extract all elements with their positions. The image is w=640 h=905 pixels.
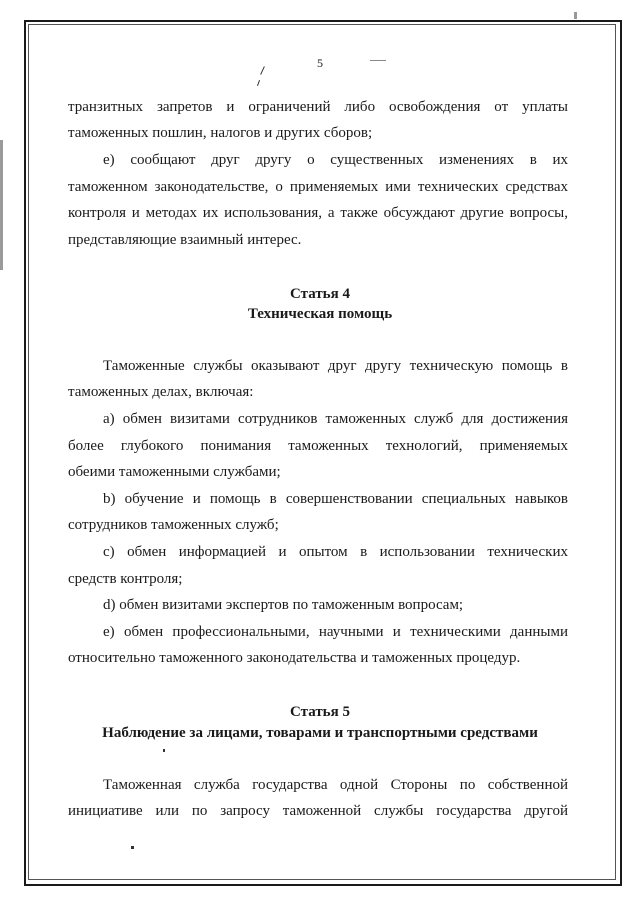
paragraph-line: транзитных запретов и ограничений либо освобождения от уплаты	[68, 99, 568, 115]
list-item-e-line: таможенном законодательстве, о применяемых ими технических средствах	[68, 179, 568, 195]
article-4-item-a-line: а) обмен визитами сотрудников таможенных служб для достижения	[103, 411, 568, 427]
article-4-item-c-line: средств контроля;	[68, 571, 183, 587]
article-4-item-a-line: обеими таможенными службами;	[68, 464, 281, 480]
scan-speck	[163, 749, 165, 752]
list-item-e-line: контроля и методах их использования, а также обсуждают другие вопросы,	[68, 205, 568, 221]
article-4-item-c-line: с) обмен информацией и опытом в использовании технических	[103, 544, 568, 560]
list-item-e-line: представляющие взаимный интерес.	[68, 232, 302, 248]
article-5-number: Статья 5	[290, 704, 350, 720]
article-4-title: Техническая помощь	[247, 306, 393, 322]
article-4-intro-line: таможенных делах, включая:	[68, 384, 254, 400]
scan-edge-mark	[0, 140, 3, 270]
list-item-e-line: е) сообщают друг другу о существенных изменениях в их	[103, 152, 568, 168]
article-4-item-b-line: b) обучение и помощь в совершенствовании специальных навыков	[103, 491, 568, 507]
page-number: 5	[317, 56, 323, 70]
article-4-item-e-line: е) обмен профессиональными, научными и техническими данными	[103, 624, 568, 640]
article-5-paragraph-line: инициативе или по запросу таможенной службы государства другой	[68, 803, 568, 819]
article-4-item-b-line: сотрудников таможенных служб;	[68, 517, 279, 533]
scan-speck	[131, 846, 134, 849]
article-4-item-d-line: d) обмен визитами экспертов по таможенным вопросам;	[103, 597, 464, 613]
article-4-number: Статья 4	[290, 286, 350, 302]
article-5-paragraph-line: Таможенная служба государства одной Стороны по собственной	[103, 777, 568, 793]
paragraph-line: таможенных пошлин, налогов и других сборов;	[68, 125, 373, 141]
article-4-item-e-line: относительно таможенного законодательства и таможенных процедур.	[68, 650, 521, 666]
article-4-item-a-line: более глубокого понимания таможенных технологий, применяемых	[68, 438, 568, 454]
article-4-intro-line: Таможенные службы оказывают друг другу техническую помощь в	[103, 358, 568, 374]
article-5-title: Наблюдение за лицами, товарами и транспортными средствами	[102, 725, 538, 741]
scan-speck	[574, 12, 577, 19]
